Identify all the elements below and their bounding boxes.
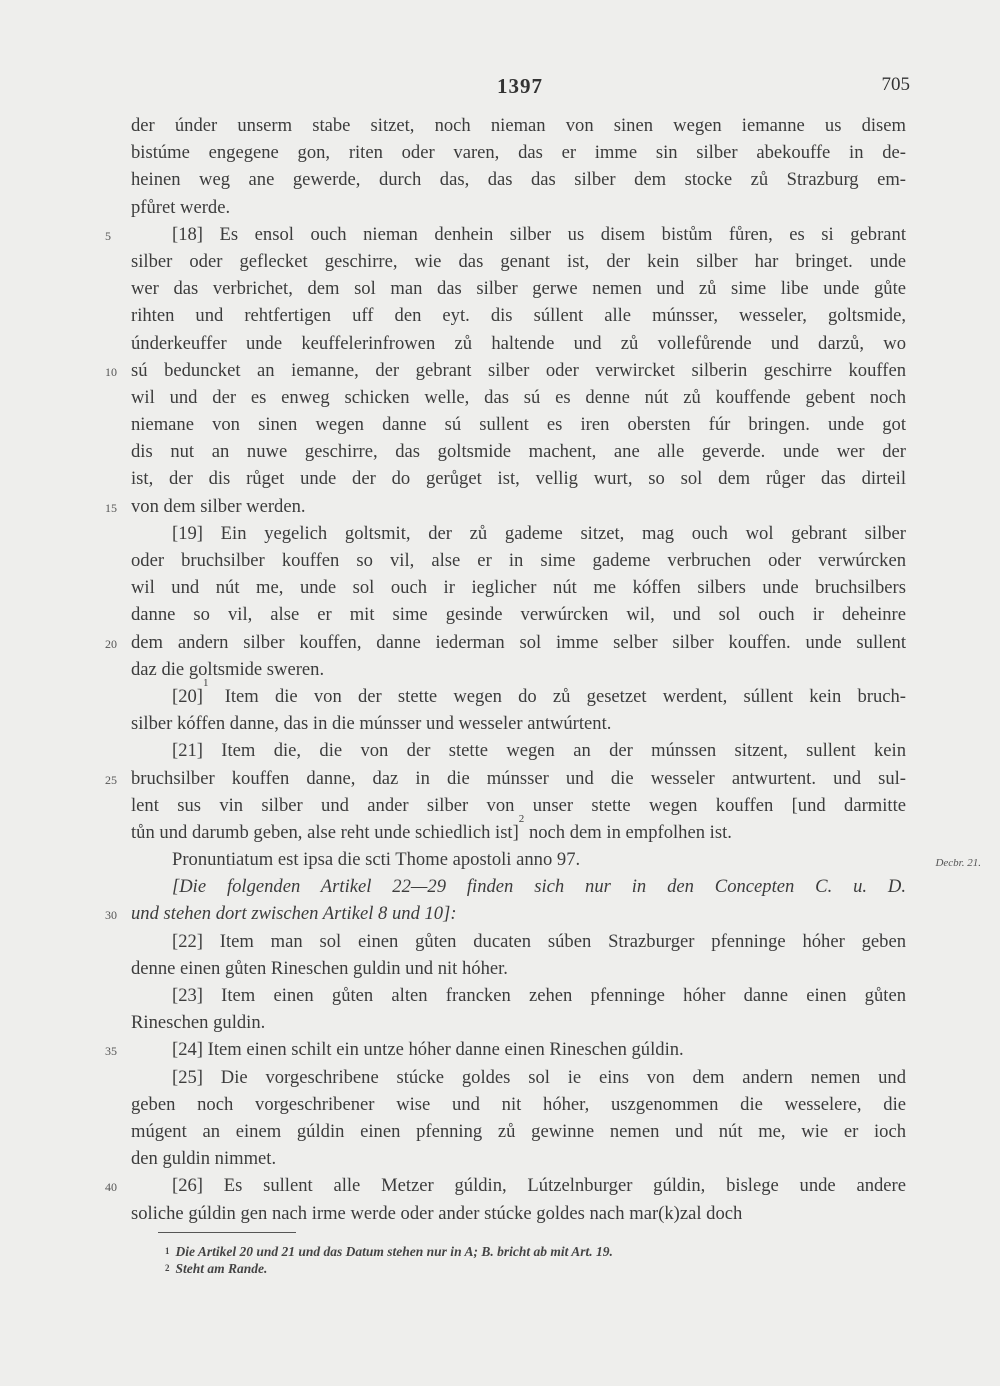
line-text (131, 1145, 906, 1172)
line-text-segment: wil und nút me, unde sol ouch ir ieglicher nút me kóffen silbers unde bruchsilbers (131, 577, 906, 599)
line-number: 5 (105, 228, 111, 243)
footnote (165, 1260, 865, 1277)
text-line (131, 928, 906, 955)
line-text-segment: [20] (172, 685, 203, 707)
text-line (131, 302, 906, 329)
footnote-reference: 1 (202, 676, 209, 689)
text-line (105, 493, 906, 520)
line-text (131, 275, 906, 302)
footnote-text: Die Artikel 20 und 21 und das Datum stehen nur in A; B. bricht ab mit Art. 19. (175, 1244, 613, 1259)
line-text-segment: lent sus vin silber und ander silber von unser stette wegen kouffen [und darmitte (131, 794, 906, 816)
text-line (131, 384, 906, 411)
line-number: 30 (105, 908, 117, 923)
line-text-segment: Rineschen guldin. (131, 1012, 266, 1034)
text-line (131, 547, 906, 574)
text-line (105, 221, 906, 248)
text-line (131, 1200, 906, 1227)
footnote-mark: 1 (165, 1246, 170, 1256)
text-line (131, 1118, 906, 1145)
text-line (131, 982, 906, 1009)
text-line (131, 601, 906, 628)
line-text-segment: silber kóffen danne, das in die múnsser und wesseler antwúrtent. (131, 713, 612, 735)
line-text (131, 194, 906, 221)
line-text (131, 1118, 906, 1145)
line-text (131, 357, 906, 384)
line-text-segment: pfůret werde. (131, 196, 231, 218)
text-line (131, 275, 906, 302)
line-text (131, 112, 906, 139)
line-text-segment: [21] Item die, die von der stette wegen an der múnssen sitzent, sullent kein (172, 740, 906, 762)
text-line (131, 676, 906, 710)
line-text-segment: noch dem in empfolhen ist. (524, 821, 732, 843)
footnote-rule (158, 1232, 296, 1233)
line-text-segment: oder bruchsilber kouffen so vil, alse er in sime gademe verbruchen oder verwúrcken (131, 550, 906, 571)
text-line (105, 765, 906, 792)
line-text (172, 1172, 906, 1199)
line-text-segment: dis nut an nuwe geschirre, das goltsmide machent, ane alle geverde. unde wer der (131, 441, 906, 463)
line-text (131, 411, 906, 438)
line-text-segment: daz die goltsmide sweren. (131, 658, 325, 680)
line-text-segment: tůn und darumb geben, alse reht unde schiedlich ist] (131, 821, 519, 843)
line-text (131, 955, 906, 982)
text-line (131, 330, 906, 357)
line-text-segment: von dem silber werden. (131, 495, 306, 517)
line-text (172, 928, 906, 955)
text-line (131, 1009, 906, 1036)
line-text (131, 302, 906, 329)
line-text (172, 873, 906, 900)
text-line (131, 710, 906, 737)
line-text-segment: ist, der dis růget unde der do gerůget ist, vellig wurt, so sol dem růger das dirteil (131, 468, 906, 490)
line-text-segment: den guldin nimmet. (131, 1148, 277, 1170)
text-line (131, 1145, 906, 1172)
line-text-segment: soliche gúldin gen nach irme werde oder ander stúcke goldes nach mar(k)zal doch (131, 1202, 743, 1224)
footnote (165, 1243, 865, 1260)
line-number: 15 (105, 500, 117, 515)
line-text-segment: únderkeuffer unde keuffelerinfrowen zů haltende und zů vollefůrende und darzů, wo (131, 332, 906, 354)
line-text-segment: heinen weg ane gewerde, durch das, das das silber dem stocke zů Strazburg em- (131, 169, 906, 191)
line-text (131, 330, 906, 357)
line-text-segment: bruchsilber kouffen danne, daz in die múnsser und die wesseler antwurtent. und sul- (131, 767, 906, 789)
running-year: 1397 (497, 74, 543, 98)
line-text-segment: rihten und rehtfertigen uff den eyt. dis súllent alle múnsser, wesseler, goltsmide, (131, 305, 906, 327)
line-text-segment: dem andern silber kouffen, danne iederman sol imme selber silber kouffen. unde sullent (131, 631, 906, 653)
line-number: 20 (105, 636, 117, 651)
text-line (131, 846, 981, 873)
text-line (105, 900, 906, 927)
line-text-segment: [26] Es sullent alle Metzer gúldin, Lútzelnburger gúldin, bislege unde andere (172, 1175, 906, 1197)
line-text (172, 1064, 906, 1091)
line-text (131, 248, 906, 275)
line-text (131, 1009, 906, 1036)
text-line (131, 248, 906, 275)
line-text (131, 656, 906, 683)
text-line (131, 139, 906, 166)
line-text (131, 166, 906, 193)
text-line (131, 1091, 906, 1118)
footnote-mark: 2 (165, 1263, 170, 1273)
line-text-segment: danne so vil, alse er mit sime gesinde verwúrcken wil, und sol ouch ir deheinre (131, 604, 906, 626)
line-text-segment: wil und der es enweg schicken welle, das sú es denne nút zů kouffende gebent noch (131, 386, 906, 408)
text-line (131, 955, 906, 982)
line-text-segment: Item die von der stette wegen do zů gesetzet werdent, súllent kein bruch- (208, 685, 906, 707)
line-text-segment: wer das verbrichet, dem sol man das silber gerwe nemen und zů sime libe unde gůte (131, 278, 906, 300)
line-text (131, 765, 906, 792)
text-line (131, 656, 906, 683)
line-text-segment: [24] Item einen schilt ein untze hóher danne einen Rineschen gúldin. (172, 1039, 684, 1061)
line-text (131, 812, 906, 846)
line-text (172, 846, 906, 873)
line-text-segment: [18] Es ensol ouch nieman denhein silber us disem bistům fůren, es si gebrant (172, 223, 906, 245)
line-text (131, 384, 906, 411)
footnote-reference: 2 (518, 812, 525, 825)
line-text-segment: [25] Die vorgeschribene stúcke goldes sol ie eins von dem andern nemen und (172, 1066, 906, 1088)
line-text (172, 1036, 906, 1063)
text-line (131, 737, 906, 764)
line-text-segment: und stehen dort zwischen Artikel 8 und 10]: (131, 903, 457, 925)
line-text (172, 676, 906, 710)
line-text-segment: Pronuntiatum est ipsa die scti Thome apostoli anno 97. (172, 849, 581, 871)
line-text (131, 900, 906, 927)
line-text (131, 438, 906, 465)
text-line (131, 411, 906, 438)
text-line (131, 166, 906, 193)
line-text-segment: niemane von sinen wegen danne sú sullent es iren obersten fúr bringen. unde got (131, 414, 906, 436)
line-text-segment: múgent an einem gúldin einen pfenning zů gewinne nemen und nút me, wie er ioch (131, 1120, 906, 1142)
line-text-segment: [19] Ein yegelich goltsmit, der zů gademe sitzet, mag ouch wol gebrant silber (172, 522, 906, 544)
text-line (131, 112, 906, 139)
line-text (172, 982, 906, 1009)
text-line (131, 194, 906, 221)
body-text (105, 112, 981, 1227)
line-text-segment: [Die folgenden Artikel 22—29 finden sich nur in den Concepten C. u. D. (172, 876, 906, 898)
line-text-segment: [23] Item einen gůten alten francken zehen pfenninge hóher danne einen gůten (172, 985, 906, 1006)
text-line (131, 574, 906, 601)
page-number: 705 (881, 74, 910, 95)
text-line (131, 438, 906, 465)
line-text (131, 629, 906, 656)
line-text (131, 139, 906, 166)
line-text (172, 221, 906, 248)
text-line (131, 520, 906, 547)
line-text (172, 737, 906, 764)
line-text (131, 465, 906, 492)
footnotes (165, 1243, 865, 1277)
line-text (131, 1200, 906, 1227)
text-line (105, 1172, 906, 1199)
line-text-segment: geben noch vorgeschribener wise und nit hóher, uszgenommen die wesselere, die (131, 1093, 906, 1115)
text-line (105, 629, 906, 656)
text-line (131, 465, 906, 492)
line-text (131, 574, 906, 601)
text-line (131, 873, 906, 900)
line-text (172, 520, 906, 547)
line-number: 25 (105, 772, 117, 787)
line-text-segment: silber oder geflecket geschirre, wie das genant ist, der kein silber har bringet. unde (131, 250, 906, 272)
text-line (131, 812, 906, 846)
line-text-segment: der únder unserm stabe sitzet, noch nieman von sinen wegen iemanne us disem (131, 115, 906, 136)
footnote-text: Steht am Rande. (175, 1261, 268, 1276)
line-text-segment: denne einen gůten Rineschen guldin und nit hóher. (131, 957, 508, 979)
line-text-segment: sú beduncket an iemanne, der gebrant silber oder verwircket silberin geschirre kouffen (131, 359, 906, 381)
line-text (131, 601, 906, 628)
line-number: 35 (105, 1044, 117, 1059)
line-text-segment: bistúme engegene gon, riten oder varen, das er imme sin silber abekouffe in de- (131, 142, 906, 164)
line-text-segment: [22] Item man sol einen gůten ducaten súben Strazburger pfenninge hóher geben (172, 930, 906, 952)
page-header (0, 74, 1000, 106)
line-text (131, 493, 906, 520)
text-line (131, 1064, 906, 1091)
line-text (131, 1091, 906, 1118)
text-line (105, 1036, 906, 1063)
margin-date-note: Decbr. 21. (935, 857, 981, 870)
line-number: 10 (105, 364, 117, 379)
line-text (131, 710, 906, 737)
text-line (105, 357, 906, 384)
line-text (131, 547, 906, 574)
line-number: 40 (105, 1180, 117, 1195)
